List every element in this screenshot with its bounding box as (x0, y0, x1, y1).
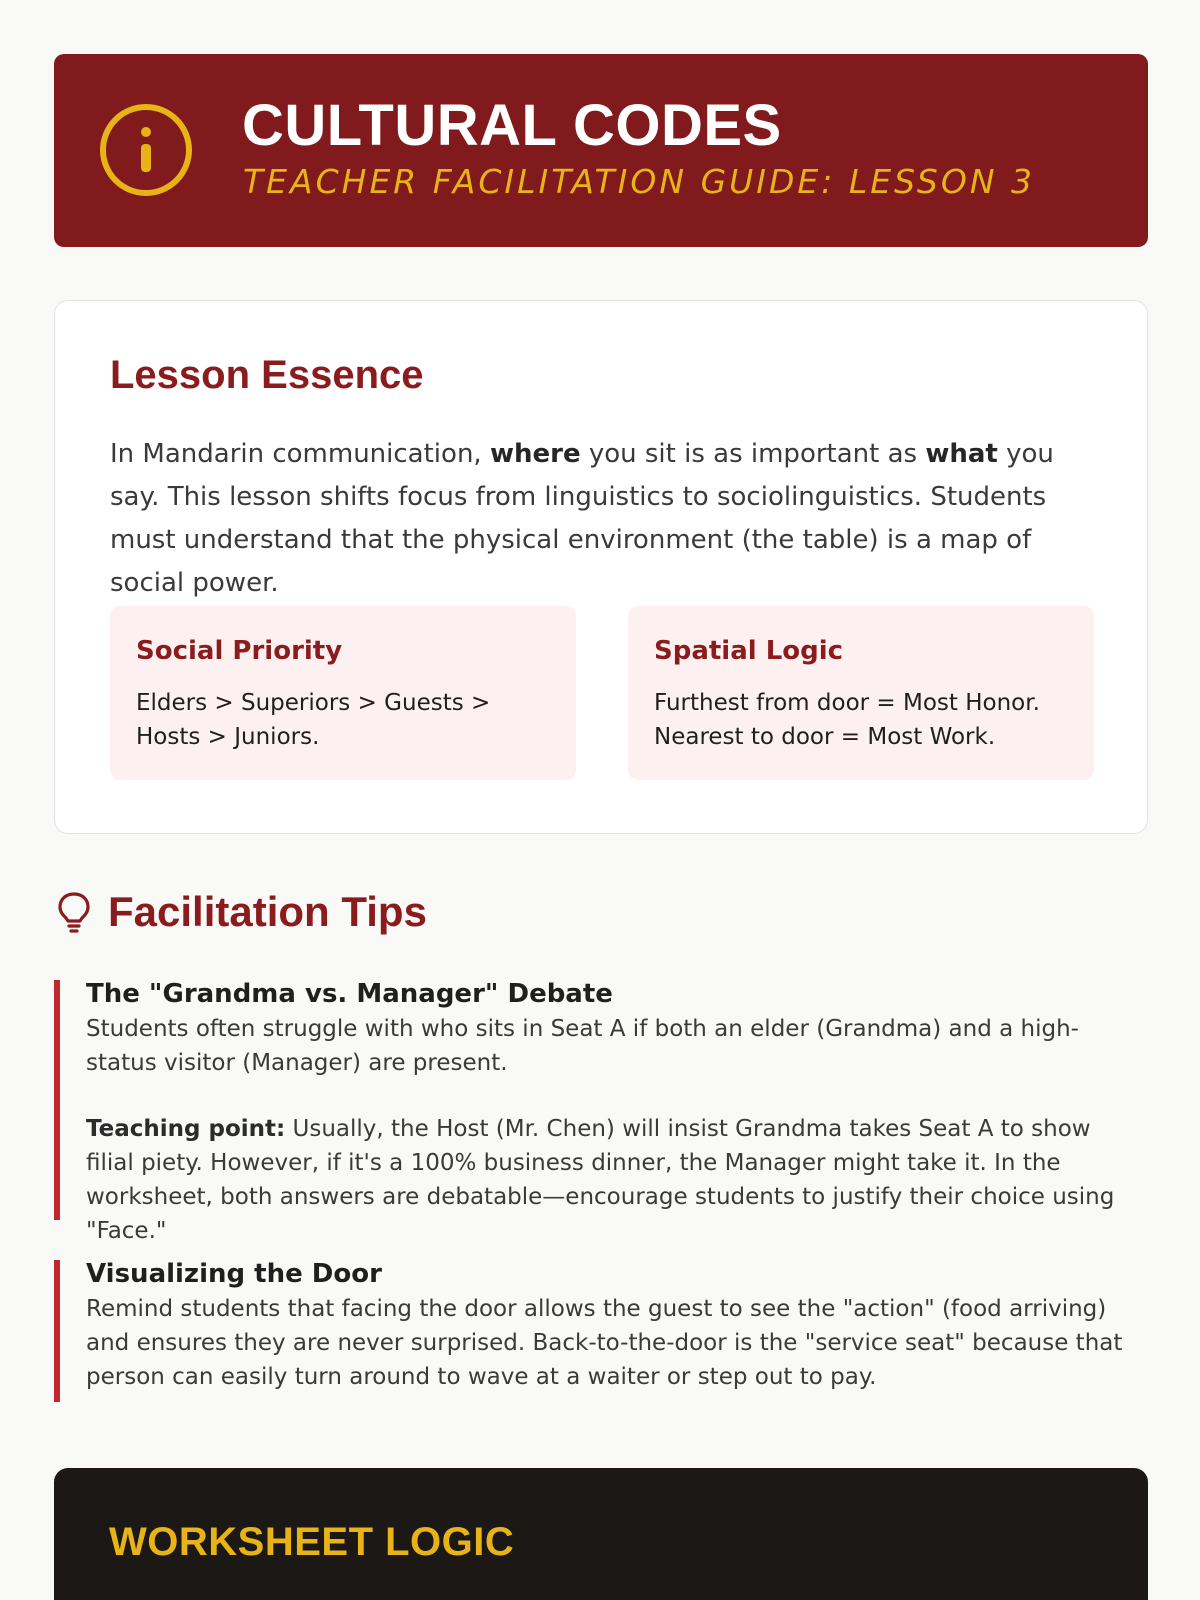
teaching-point-text: Usually, the Host (Mr. Chen) will insist Grandma takes Seat A to show filial piety. However, if it's a 100% business dinner, the Manager might take it. In the worksheet, both answers are debatable—encourage students to justify their choice using "Face." (86, 1116, 1115, 1244)
emphasis-what: what (925, 439, 998, 469)
card-text (654, 686, 1074, 754)
tip-title: Visualizing the Door (86, 1259, 382, 1289)
card-text-line: Nearest to door = Most Work. (654, 724, 996, 750)
emphasis-where: where (489, 439, 581, 469)
tip-text: Students often struggle with who sits in Seat A if both an elder (Grandma) and a high-status visitor (Manager) are present. (86, 1016, 1079, 1076)
lesson-essence-card (54, 300, 1148, 834)
card-title: Social Priority (136, 636, 343, 666)
card-title: Spatial Logic (654, 636, 844, 666)
facilitation-tips-header (56, 886, 427, 938)
spatial-logic-card (628, 606, 1094, 780)
paragraph-text: you sit is as important as (580, 439, 926, 469)
tip-visualizing-door (54, 1260, 1148, 1402)
lesson-essence-paragraph (110, 433, 1100, 605)
card-text: Elders > Superiors > Guests > Hosts > Juniors. (136, 690, 491, 750)
teaching-point (86, 1112, 1142, 1248)
teaching-point-label: Teaching point: (86, 1116, 286, 1142)
paragraph-text: you say. This lesson shifts focus from linguistics to sociolinguistics. Students must understand that the physical environment (the table) is a map of social power. (110, 439, 1054, 598)
section-heading-lesson-essence: Lesson Essence (110, 353, 424, 397)
info-circle-icon (98, 102, 194, 198)
page-title: CULTURAL CODES (242, 93, 782, 158)
lightbulb-icon (56, 890, 92, 934)
tip-text: Remind students that facing the door allows the guest to see the "action" (food arriving) and ensures they are never surprised. Back-to-the-door is the "service seat" because that person can easily turn around to wave at a waiter or step out to pay. (86, 1296, 1123, 1390)
worksheet-logic-panel (54, 1468, 1148, 1600)
section-heading-worksheet-logic: WORKSHEET LOGIC (109, 1520, 515, 1564)
tip-title: The "Grandma vs. Manager" Debate (86, 979, 613, 1009)
page-subtitle: TEACHER FACILITATION GUIDE: LESSON 3 (243, 162, 1035, 201)
card-text-line: Furthest from door = Most Honor. (654, 690, 1040, 716)
social-priority-card (110, 606, 576, 780)
tip-grandma-vs-manager (54, 979, 1148, 1244)
paragraph-text: In Mandarin communication, (110, 439, 490, 469)
header-banner (54, 54, 1148, 247)
section-heading-facilitation-tips: Facilitation Tips (108, 888, 427, 935)
